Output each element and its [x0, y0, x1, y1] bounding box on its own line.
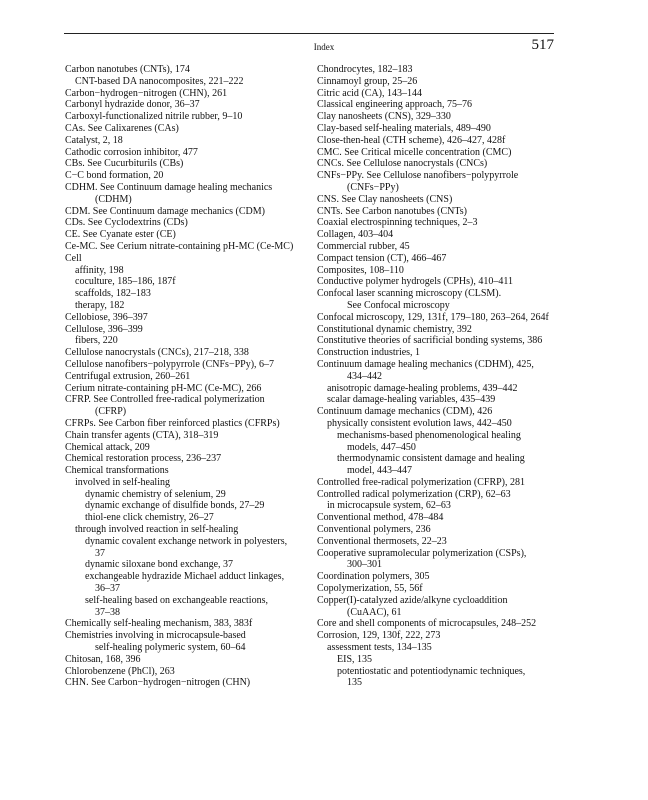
- index-entry: Constitutional dynamic chemistry, 392: [317, 323, 472, 335]
- index-entry: Carbonyl hydrazide donor, 36–37: [65, 99, 200, 111]
- index-entry: Conventional thermosets, 22–23: [317, 535, 447, 547]
- index-entry: Compact tension (CT), 466–467: [317, 252, 447, 264]
- index-entry: CDM. See Continuum damage mechanics (CDM): [65, 205, 265, 217]
- index-entry: Chlorobenzene (PhCl), 263: [65, 665, 175, 677]
- index-entry: dynamic siloxane bond exchange, 37: [85, 559, 234, 571]
- index-entry: Chemical attack, 209: [65, 441, 150, 453]
- index-entry: Cerium nitrate-containing pH-MC (Ce-MC), 266: [65, 382, 262, 394]
- index-entry: Carboxyl-functionalized nitrile rubber, 9–10: [65, 111, 243, 123]
- index-entry: dynamic chemistry of selenium, 29: [85, 488, 226, 500]
- index-entry: Copolymerization, 55, 56f: [317, 583, 423, 595]
- index-entry: dynamic exchange of disulfide bonds, 27–29: [85, 500, 265, 512]
- index-entry: Continuum damage mechanics (CDM), 426: [317, 406, 493, 418]
- index-entry: Cooperative supramolecular polymerization (CSPs),: [317, 547, 527, 559]
- index-entry: models, 447–450: [347, 441, 416, 453]
- index-entry: mechanisms-based phenomenological healing: [337, 429, 521, 441]
- index-entry: Centrifugal extrusion, 260–261: [65, 370, 191, 382]
- index-entry: coculture, 185–186, 187f: [75, 276, 176, 288]
- index-entry: (CDHM): [95, 193, 132, 205]
- index-entry: CE. See Cyanate ester (CE): [65, 229, 176, 241]
- index-entry: Corrosion, 129, 130f, 222, 273: [317, 630, 441, 642]
- index-entry: Carbon−hydrogen−nitrogen (CHN), 261: [65, 87, 228, 99]
- index-entry: 37–38: [95, 606, 120, 618]
- index-entry: self-healing based on exchangeable reactions,: [85, 594, 268, 606]
- index-entry: Confocal laser scanning microscopy (CLSM).: [317, 288, 502, 300]
- index-entry: 37: [95, 547, 105, 559]
- index-entry: physically consistent evolution laws, 442–450: [327, 417, 512, 429]
- index-entry: thermodynamic consistent damage and healing: [337, 453, 525, 465]
- index-entry: Citric acid (CA), 143–144: [317, 87, 422, 99]
- index-entry: Confocal microscopy, 129, 131f, 179–180, 263–264, 264f: [317, 311, 549, 323]
- index-entry: Chitosan, 168, 396: [65, 653, 141, 665]
- index-entry: Cinnamoyl group, 25–26: [317, 75, 418, 87]
- index-entry: CNFs−PPy. See Cellulose nanofibers−polypyrrole: [317, 170, 519, 182]
- index-entry: Core and shell components of microcapsules, 248–252: [317, 618, 537, 630]
- index-entry: EIS, 135: [337, 653, 372, 665]
- index-entry: Cell: [65, 252, 82, 264]
- index-entry: Constitutive theories of sacrificial bonding systems, 386: [317, 335, 543, 347]
- index-entry: C−C bond formation, 20: [65, 170, 164, 182]
- index-entry: 135: [347, 677, 362, 689]
- index-entry: CAs. See Calixarenes (CAs): [65, 122, 179, 134]
- index-entry: Collagen, 403–404: [317, 229, 394, 241]
- index-entry: CFRP. See Controlled free-radical polymerization: [65, 394, 265, 406]
- index-entry: Controlled free-radical polymerization (CFRP), 281: [317, 476, 526, 488]
- index-entry: scalar damage-healing variables, 435–439: [327, 394, 496, 406]
- index-entry: Cellulose nanocrystals (CNCs), 217–218, 338: [65, 347, 249, 359]
- index-entry: 300–301: [347, 559, 382, 571]
- index-entry: See Confocal microscopy: [347, 299, 450, 311]
- index-entry: (CNFs−PPy): [347, 181, 399, 193]
- index-entry: Continuum damage healing mechanics (CDHM), 425,: [317, 358, 534, 370]
- index-entry: Classical engineering approach, 75–76: [317, 99, 472, 111]
- index-entry: 36–37: [95, 583, 120, 595]
- index-entry: Chemical transformations: [65, 465, 169, 477]
- index-entry: in microcapsule system, 62–63: [327, 500, 451, 512]
- index-column-right: [317, 64, 557, 689]
- index-entry: CNS. See Clay nanosheets (CNS): [317, 193, 453, 205]
- index-entry: Catalyst, 2, 18: [65, 134, 123, 146]
- index-entry: Chondrocytes, 182–183: [317, 64, 413, 75]
- index-entry: therapy, 182: [75, 299, 125, 311]
- index-entry: assessment tests, 134–135: [327, 642, 432, 654]
- index-entry: CBs. See Cucurbiturils (CBs): [65, 158, 184, 170]
- index-entry: potentiostatic and potentiodynamic techniques,: [337, 665, 526, 677]
- index-entry: Cellobiose, 396–397: [65, 311, 148, 323]
- index-entry: Construction industries, 1: [317, 347, 421, 359]
- index-entry: involved in self-healing: [75, 476, 170, 488]
- index-entry: Conventional method, 478–484: [317, 512, 444, 524]
- index-entry: dynamic covalent exchange network in polyesters,: [85, 535, 288, 547]
- index-entry: Chemical restoration process, 236–237: [65, 453, 222, 465]
- index-entry: Clay-based self-healing materials, 489–490: [317, 122, 491, 134]
- index-entry: Cellulose, 396–399: [65, 323, 143, 335]
- index-entry: CDs. See Cyclodextrins (CDs): [65, 217, 188, 229]
- index-entry: CNCs. See Cellulose nanocrystals (CNCs): [317, 158, 488, 170]
- index-entry: model, 443–447: [347, 465, 412, 477]
- running-head: Index: [313, 42, 335, 52]
- index-entry: Copper(I)-catalyzed azide/alkyne cycloaddition: [317, 594, 508, 606]
- index-entry: CNTs. See Carbon nanotubes (CNTs): [317, 205, 467, 217]
- index-entry: fibers, 220: [75, 335, 118, 347]
- index-entry: exchangeable hydrazide Michael adduct linkages,: [85, 571, 285, 583]
- index-entry: CMC. See Critical micelle concentration (CMC): [317, 146, 512, 158]
- index-entry: Chemistries involving in microcapsule-based: [65, 630, 246, 642]
- index-entry: through involved reaction in self-healing: [75, 524, 239, 536]
- index-entry: Close-then-heal (CTH scheme), 426–427, 428f: [317, 134, 506, 146]
- index-entry: (CuAAC), 61: [347, 606, 402, 618]
- index-entry: anisotropic damage-healing problems, 439–442: [327, 382, 518, 394]
- index-entry: 434–442: [347, 370, 382, 382]
- index-entry: Cellulose nanofibers−polypyrrole (CNFs−PPy), 6–7: [65, 358, 275, 370]
- index-entry: scaffolds, 182–183: [75, 288, 151, 300]
- index-entry: self-healing polymeric system, 60–64: [95, 642, 246, 654]
- index-entry: Chemically self-healing mechanism, 383, 383f: [65, 618, 253, 630]
- page-number: 517: [531, 37, 554, 53]
- index-entry: Conductive polymer hydrogels (CPHs), 410–411: [317, 276, 514, 288]
- index-entry: Commercial rubber, 45: [317, 240, 410, 252]
- index-entry: Cathodic corrosion inhibitor, 477: [65, 146, 198, 158]
- index-entry: Coordination polymers, 305: [317, 571, 430, 583]
- index-entry: CHN. See Carbon−hydrogen−nitrogen (CHN): [65, 677, 251, 689]
- index-entry: Clay nanosheets (CNS), 329–330: [317, 111, 451, 123]
- index-entry: Carbon nanotubes (CNTs), 174: [65, 64, 190, 75]
- index-entry: CNT-based DA nanocomposites, 221–222: [75, 75, 244, 87]
- header-rule: [64, 33, 554, 34]
- index-entry: Coaxial electrospinning techniques, 2–3: [317, 217, 478, 229]
- index-column-left: [65, 64, 305, 689]
- index-entry: Controlled radical polymerization (CRP), 62–63: [317, 488, 511, 500]
- index-entry: affinity, 198: [75, 264, 124, 276]
- index-entry: thiol-ene click chemistry, 26–27: [85, 512, 214, 524]
- index-entry: CDHM. See Continuum damage healing mechanics: [65, 181, 273, 193]
- index-entry: CFRPs. See Carbon fiber reinforced plastics (CFRPs): [65, 417, 280, 429]
- index-entry: Conventional polymers, 236: [317, 524, 431, 536]
- index-entry: Composites, 108–110: [317, 264, 404, 276]
- index-entry: Ce-MC. See Cerium nitrate-containing pH-MC (Ce-MC): [65, 240, 294, 252]
- index-entry: (CFRP): [95, 406, 127, 418]
- index-entry: Chain transfer agents (CTA), 318–319: [65, 429, 219, 441]
